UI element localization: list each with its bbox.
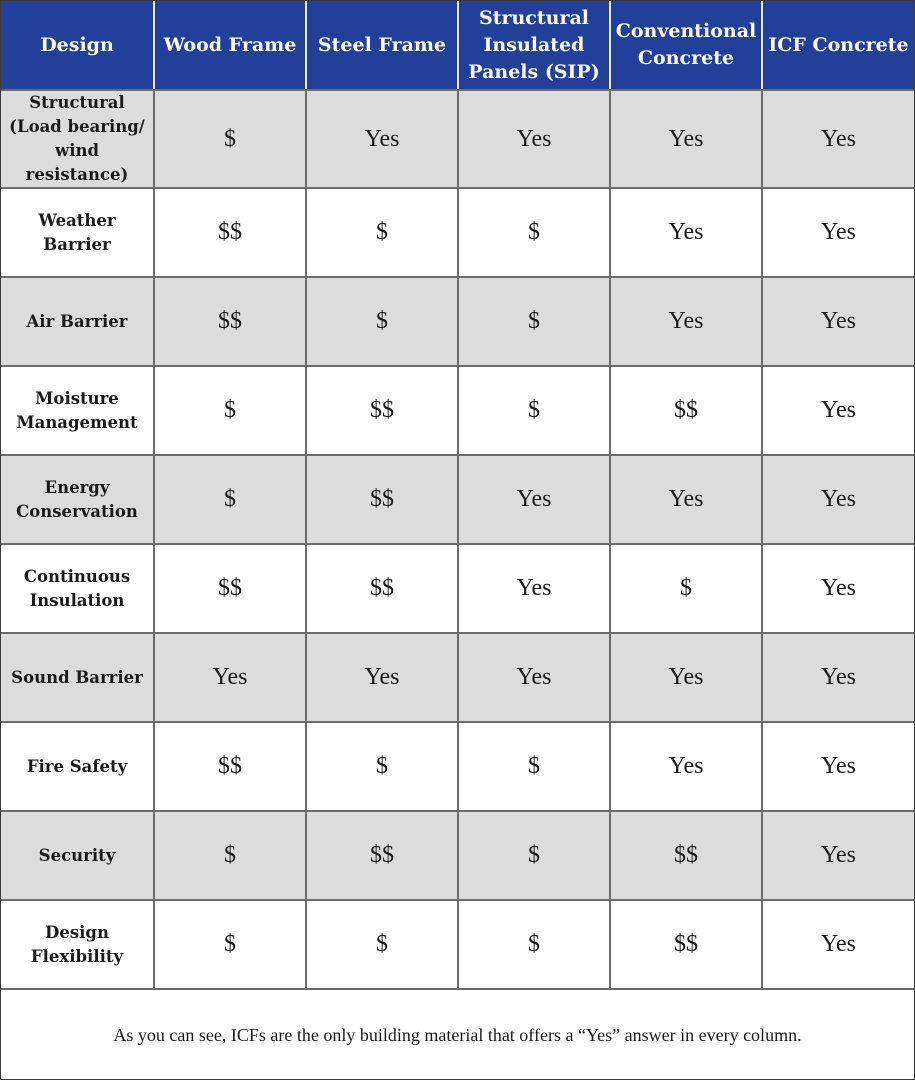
cell-icf-concrete: Yes (762, 277, 914, 366)
row-label: Continuous Insulation (1, 544, 154, 633)
cell-sip: $ (458, 366, 610, 455)
cell-sip: $ (458, 277, 610, 366)
table-row (1, 277, 914, 366)
cell-sip: $ (458, 900, 610, 989)
table-row (1, 188, 914, 277)
row-label: Security (1, 811, 154, 900)
cell-conventional-concrete: Yes (610, 188, 762, 277)
cell-conventional-concrete: Yes (610, 455, 762, 544)
table-row (1, 811, 914, 900)
cell-sip: Yes (458, 455, 610, 544)
row-label: Sound Barrier (1, 633, 154, 722)
header-steel-frame: Steel Frame (306, 1, 458, 90)
cell-conventional-concrete: Yes (610, 633, 762, 722)
table-row (1, 900, 914, 989)
comparison-table (1, 1, 914, 990)
footer-note: As you can see, ICFs are the only building material that offers a “Yes” answer in every column. (113, 1025, 802, 1045)
cell-steel-frame: $$ (306, 544, 458, 633)
cell-icf-concrete: Yes (762, 455, 914, 544)
cell-sip: $ (458, 188, 610, 277)
cell-icf-concrete: Yes (762, 90, 914, 188)
cell-wood-frame: Yes (154, 633, 306, 722)
cell-sip: $ (458, 811, 610, 900)
row-label: Design Flexibility (1, 900, 154, 989)
cell-steel-frame: $ (306, 277, 458, 366)
cell-conventional-concrete: $$ (610, 900, 762, 989)
row-label: Air Barrier (1, 277, 154, 366)
table-row (1, 722, 914, 811)
header-sip: Structural Insulated Panels (SIP) (458, 1, 610, 90)
cell-wood-frame: $$ (154, 544, 306, 633)
cell-icf-concrete: Yes (762, 811, 914, 900)
table-row (1, 455, 914, 544)
header-conventional-concrete: Conventional Concrete (610, 1, 762, 90)
cell-wood-frame: $ (154, 811, 306, 900)
cell-wood-frame: $ (154, 900, 306, 989)
table-row (1, 90, 914, 188)
table-row (1, 633, 914, 722)
cell-icf-concrete: Yes (762, 366, 914, 455)
row-label: Weather Barrier (1, 188, 154, 277)
cell-steel-frame: $ (306, 900, 458, 989)
cell-sip: Yes (458, 633, 610, 722)
cell-steel-frame: $$ (306, 366, 458, 455)
cell-conventional-concrete: Yes (610, 90, 762, 188)
header-icf-concrete: ICF Concrete (762, 1, 914, 90)
cell-conventional-concrete: $$ (610, 811, 762, 900)
cell-sip: Yes (458, 90, 610, 188)
cell-conventional-concrete: Yes (610, 277, 762, 366)
cell-wood-frame: $ (154, 366, 306, 455)
cell-steel-frame: Yes (306, 90, 458, 188)
cell-icf-concrete: Yes (762, 188, 914, 277)
cell-conventional-concrete: $ (610, 544, 762, 633)
header-row (1, 1, 914, 90)
table-row (1, 544, 914, 633)
row-label: Fire Safety (1, 722, 154, 811)
row-label: Structural (Load bearing/ wind resistance) (1, 90, 154, 188)
cell-icf-concrete: Yes (762, 633, 914, 722)
header-wood-frame: Wood Frame (154, 1, 306, 90)
cell-steel-frame: $$ (306, 811, 458, 900)
row-label: Moisture Management (1, 366, 154, 455)
row-label: Energy Conservation (1, 455, 154, 544)
cell-steel-frame: $ (306, 188, 458, 277)
header-design: Design (1, 1, 154, 90)
cell-icf-concrete: Yes (762, 722, 914, 811)
cell-wood-frame: $ (154, 90, 306, 188)
cell-steel-frame: $ (306, 722, 458, 811)
cell-icf-concrete: Yes (762, 544, 914, 633)
cell-steel-frame: Yes (306, 633, 458, 722)
cell-wood-frame: $ (154, 455, 306, 544)
cell-sip: Yes (458, 544, 610, 633)
cell-icf-concrete: Yes (762, 900, 914, 989)
cell-steel-frame: $$ (306, 455, 458, 544)
cell-conventional-concrete: $$ (610, 366, 762, 455)
cell-wood-frame: $$ (154, 188, 306, 277)
cell-sip: $ (458, 722, 610, 811)
cell-conventional-concrete: Yes (610, 722, 762, 811)
table-row (1, 366, 914, 455)
cell-wood-frame: $$ (154, 722, 306, 811)
cell-wood-frame: $$ (154, 277, 306, 366)
